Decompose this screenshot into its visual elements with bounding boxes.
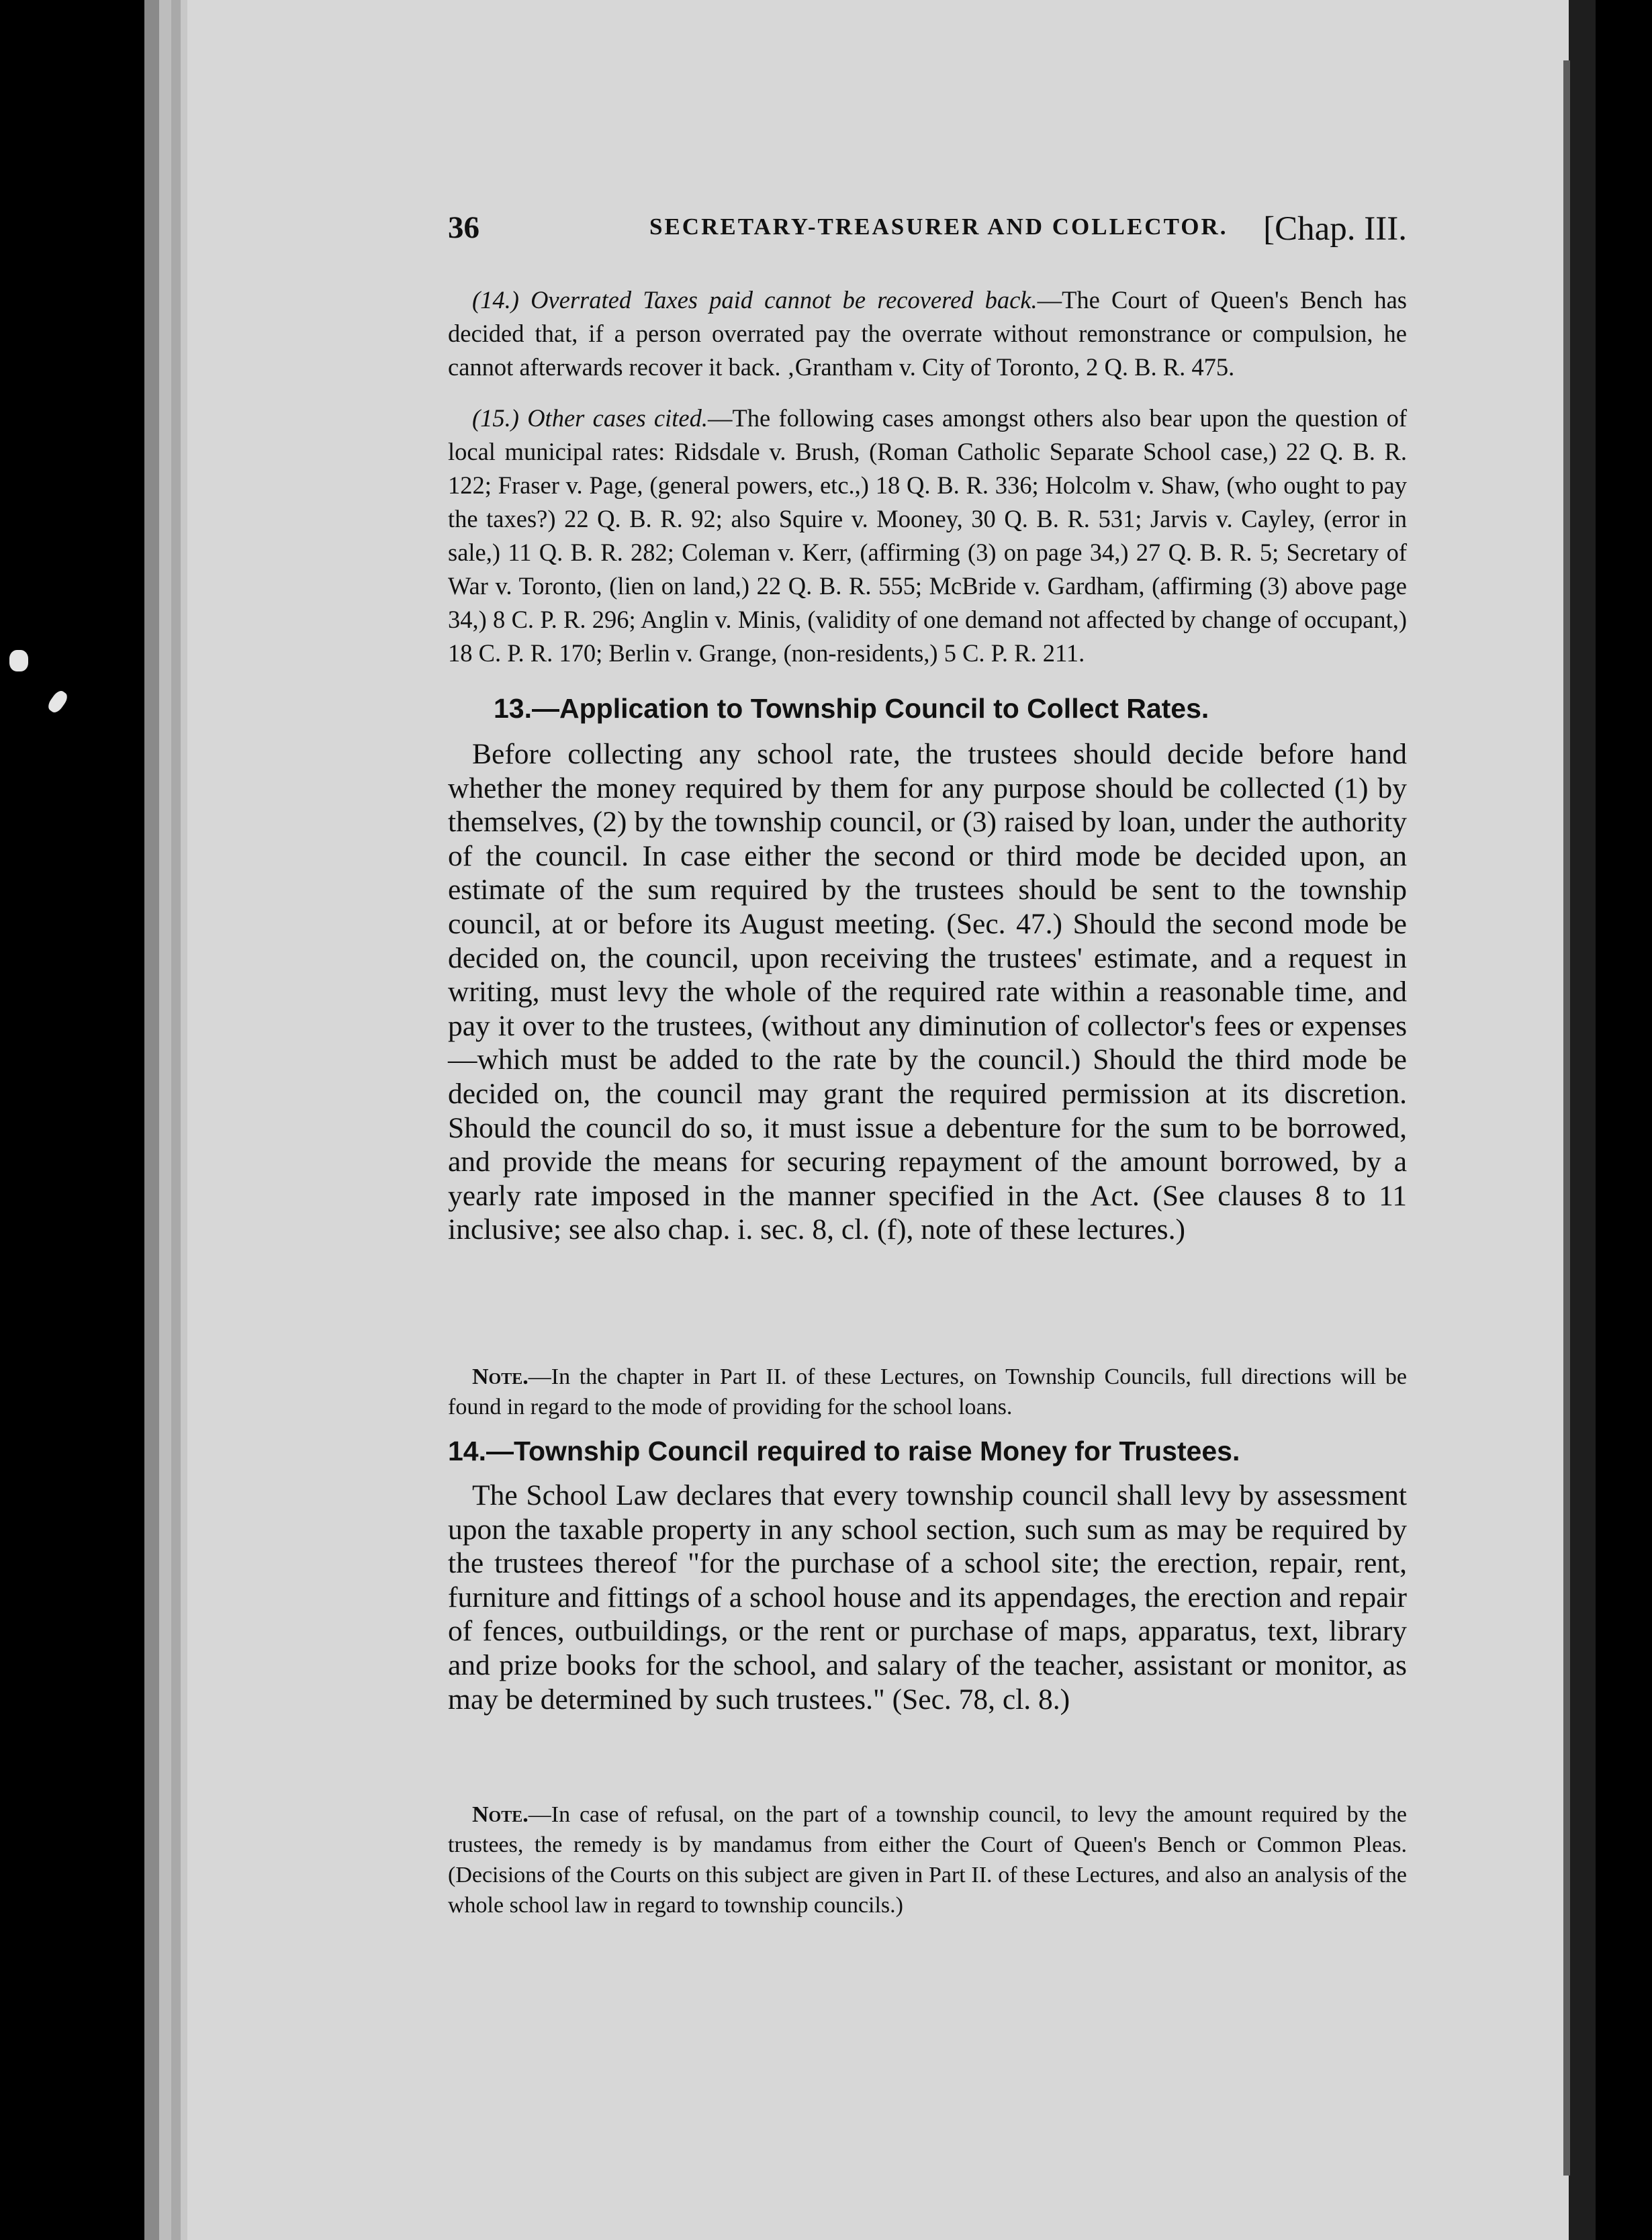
page-gutter	[1569, 0, 1596, 2240]
note-label: Note.	[472, 1802, 529, 1827]
running-head	[448, 209, 1407, 250]
section-heading-14: 14.—Township Council required to raise Money for Trustees.	[448, 1436, 1240, 1466]
page-edge	[181, 0, 187, 2240]
paragraph-lead: (15.) Other cases cited.	[472, 404, 708, 432]
page-edge	[171, 0, 181, 2240]
paragraph-lead: (14.) Overrated Taxes paid cannot be recovered back.	[472, 286, 1038, 314]
page-number: 36	[448, 210, 479, 245]
section-14-note	[448, 1800, 1407, 1920]
running-title: SECRETARY-TREASURER AND COLLECTOR.	[649, 214, 1228, 240]
page-edge	[144, 0, 159, 2240]
section-13-note	[448, 1362, 1407, 1422]
scan-speck	[9, 650, 28, 671]
paragraph-body: —The following cases amongst others also bear upon the question of local municipal rates: Ridsdale v. Brush, (Roman Catholic Separate School case,) 22 Q. B. R. 122; Fraser v. Page, (general powers, etc.,) 18 Q. B. R. 336; Holcolm v. Shaw, (who ought to pay the taxes?) 22 Q. B. R. 92; also Squire v. Mooney, 30 Q. B. R. 531; Jarvis v. Cayley, (error in sale,) 11 Q. B. R. 282; Coleman v. Kerr, (affirming (3) on page 34,) 27 Q. B. R. 5; Secretary of War v. Toronto, (lien on land,) 22 Q. B. R. 555; McBride v. Gardham, (affirming (3) above page 34,) 8 C. P. R. 296; Anglin v. Minis, (validity of one demand not affected by change of occupant,) 18 C. P. R. 170; Berlin v. Grange, (non-residents,) 5 C. P. R. 211.	[448, 404, 1407, 667]
paragraph-15	[448, 402, 1407, 670]
chapter-label: [Chap. III.	[1263, 210, 1407, 248]
paragraph-body: —The Court of Queen's Bench has decided that, if a person overrated pay the overrate without remonstrance or compulsion, he cannot afterwards recover it back. ‚Grantham v. City of Toronto, 2 Q. B. R. 475.	[448, 286, 1407, 381]
section-13-body: Before collecting any school rate, the trustees should decide before hand whether the money required by them for any purpose should be collected (1) by themselves, (2) by the township council, or (3) raised by loan, under the authority of the council. In case either the second or third mode be decided upon, an estimate of the sum required by the trustees should be sent to the township council, at or before its August meeting. (Sec. 47.) Should the second mode be decided on, the council, upon receiving the trustees' estimate, and a request in writing, must levy the whole of the required rate within a reasonable time, and pay it over to the trustees, (without any diminution of collector's fees or expenses—which must be added to the rate by the council.) Should the third mode be decided on, the council may grant the required permission at its discretion. Should the council do so, it must issue a debenture for the sum to be borrowed, and provide the means for securing repayment of the amount borrowed, by a yearly rate imposed in the manner specified in the Act. (See clauses 8 to 11 inclusive; see also chap. i. sec. 8, cl. (f), note of these lectures.)	[448, 738, 1407, 1246]
page-gutter-edge	[1563, 60, 1570, 2176]
page-edge	[159, 0, 171, 2240]
paragraph-14	[448, 283, 1407, 384]
note-label: Note.	[472, 1364, 529, 1389]
section-14-body: The School Law declares that every township council shall levy by assessment upon the taxable property in any school section, such sum as may be required by the trustees thereof "for the purchase of a school site; the erection, repair, rent, furniture and fittings of a school house and its appendages, the erection and repair of fences, outbuildings, or the rent or purchase of maps, apparatus, text, library and prize books for the school, and salary of the teacher, assistant or monitor, as may be determined by such trustees." (Sec. 78, cl. 8.)	[448, 1479, 1407, 1716]
note-text: —In case of refusal, on the part of a township council, to levy the amount required by the trustees, the remedy is by mandamus from either the Court of Queen's Bench or Common Pleas. (Decisions of the Courts on this subject are given in Part II. of these Lectures, and also an analysis of the whole school law in regard to township councils.)	[448, 1802, 1407, 1918]
note-text: —In the chapter in Part II. of these Lectures, on Township Councils, full directions will be found in regard to the mode of providing for the school loans.	[448, 1364, 1407, 1419]
scan-speck	[46, 688, 70, 714]
section-heading-13: 13.—Application to Township Council to Collect Rates.	[494, 693, 1209, 724]
